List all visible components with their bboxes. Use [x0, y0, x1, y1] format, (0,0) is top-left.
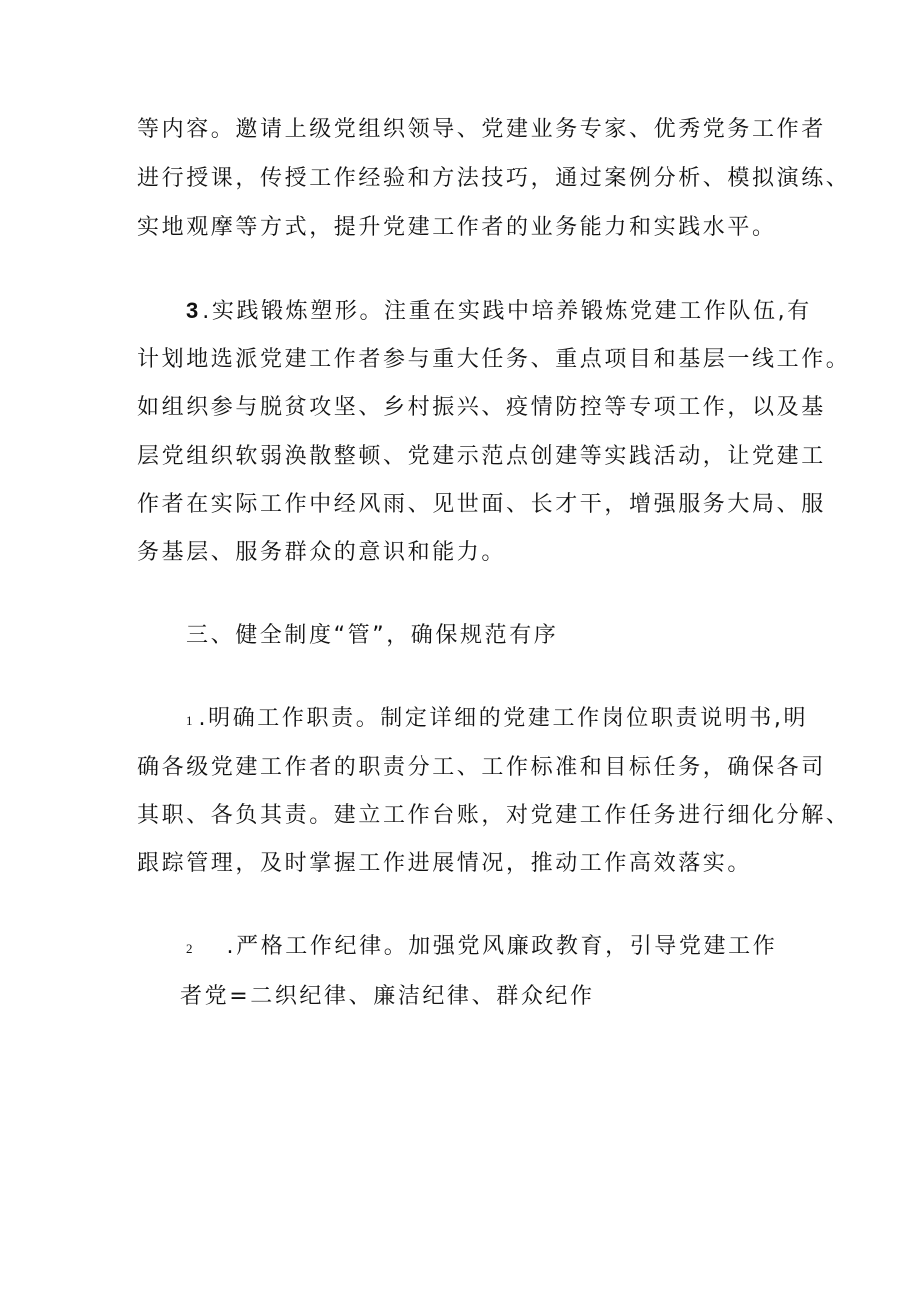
paragraph-line: 计划地选派党建工作者参与重大任务、重点项目和基层一线工作。 — [137, 347, 851, 372]
paragraph-text: .明确工作职责。制定详细的党建工作岗位职责说明书,明 — [198, 706, 809, 731]
paragraph-line: 确各级党建工作者的职责分工、工作标准和目标任务，确保各司 — [137, 755, 826, 780]
item-number: 1 — [186, 713, 193, 728]
paragraph-line: 跟踪管理，及时掌握工作进展情况，推动工作高效落实。 — [137, 851, 753, 876]
paragraph-line: 如组织参与脱贫攻坚、乡村振兴、疫情防控等专项工作，以及基 — [137, 395, 826, 420]
paragraph-line: 等内容。邀请上级党组织领导、党建业务专家、优秀党务工作者 — [137, 117, 826, 142]
paragraph-line: 实地观摩等方式，提升党建工作者的业务能力和实践水平。 — [137, 215, 777, 240]
paragraph-first-line — [186, 932, 777, 964]
paragraph-first-line — [186, 296, 812, 327]
paragraph-line: 者党=二织纪律、廉洁纪律、群众纪作 — [180, 984, 595, 1009]
paragraph-first-line — [186, 704, 808, 736]
paragraph-line: 务基层、服务群众的意识和能力。 — [137, 540, 507, 565]
paragraph-line: 其职、各负其责。建立工作台账，对党建工作任务进行细化分解、 — [137, 803, 851, 828]
paragraph-line: 层党组织软弱涣散整顿、党建示范点创建等实践活动，让党建工 — [137, 444, 826, 469]
paragraph-text: .实践锻炼塑形。注重在实践中培养锻炼党建工作队伍,有 — [202, 299, 812, 324]
paragraph-line: 进行授课，传授工作经验和方法技巧，通过案例分析、模拟演练、 — [137, 166, 851, 191]
paragraph-line: 作者在实际工作中经风雨、见世面、长才干，增强服务大局、服 — [137, 492, 826, 517]
item-number: 3 — [186, 298, 199, 323]
item-number: 2 — [186, 941, 193, 956]
paragraph-text: .严格工作纪律。加强党风廉政教育，引导党建工作 — [226, 934, 778, 959]
section-heading: 三、健全制度“管”，确保规范有序 — [186, 623, 559, 648]
